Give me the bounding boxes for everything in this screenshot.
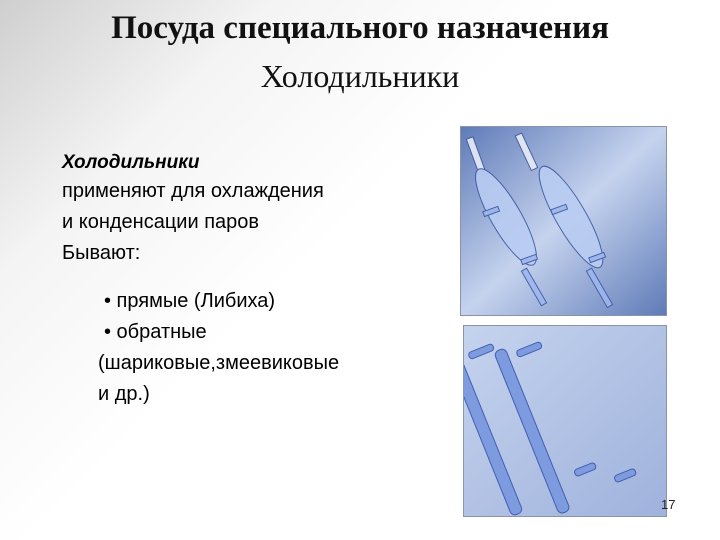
bullet-reflux-detail-1: (шариковые,змеевиковые	[98, 352, 340, 374]
page-number: 17	[661, 497, 676, 512]
description-heading: Холодильники	[62, 152, 200, 173]
slide-subtitle: Холодильники	[260, 58, 460, 94]
description-block	[62, 150, 324, 269]
types-list	[98, 286, 339, 410]
bullet-reflux: • обратные	[104, 321, 207, 343]
reflux-condensers-photo	[463, 325, 667, 517]
slide-title: Посуда специального назначения	[111, 10, 609, 46]
condensers-photo	[460, 126, 667, 316]
description-line-1: применяют для охлаждения	[62, 180, 324, 202]
description-line-3: Бывают:	[62, 242, 141, 264]
bullet-straight: • прямые (Либиха)	[104, 290, 276, 312]
description-line-2: и конденсации паров	[62, 211, 260, 233]
bullet-reflux-detail-2: и др.)	[98, 383, 150, 405]
